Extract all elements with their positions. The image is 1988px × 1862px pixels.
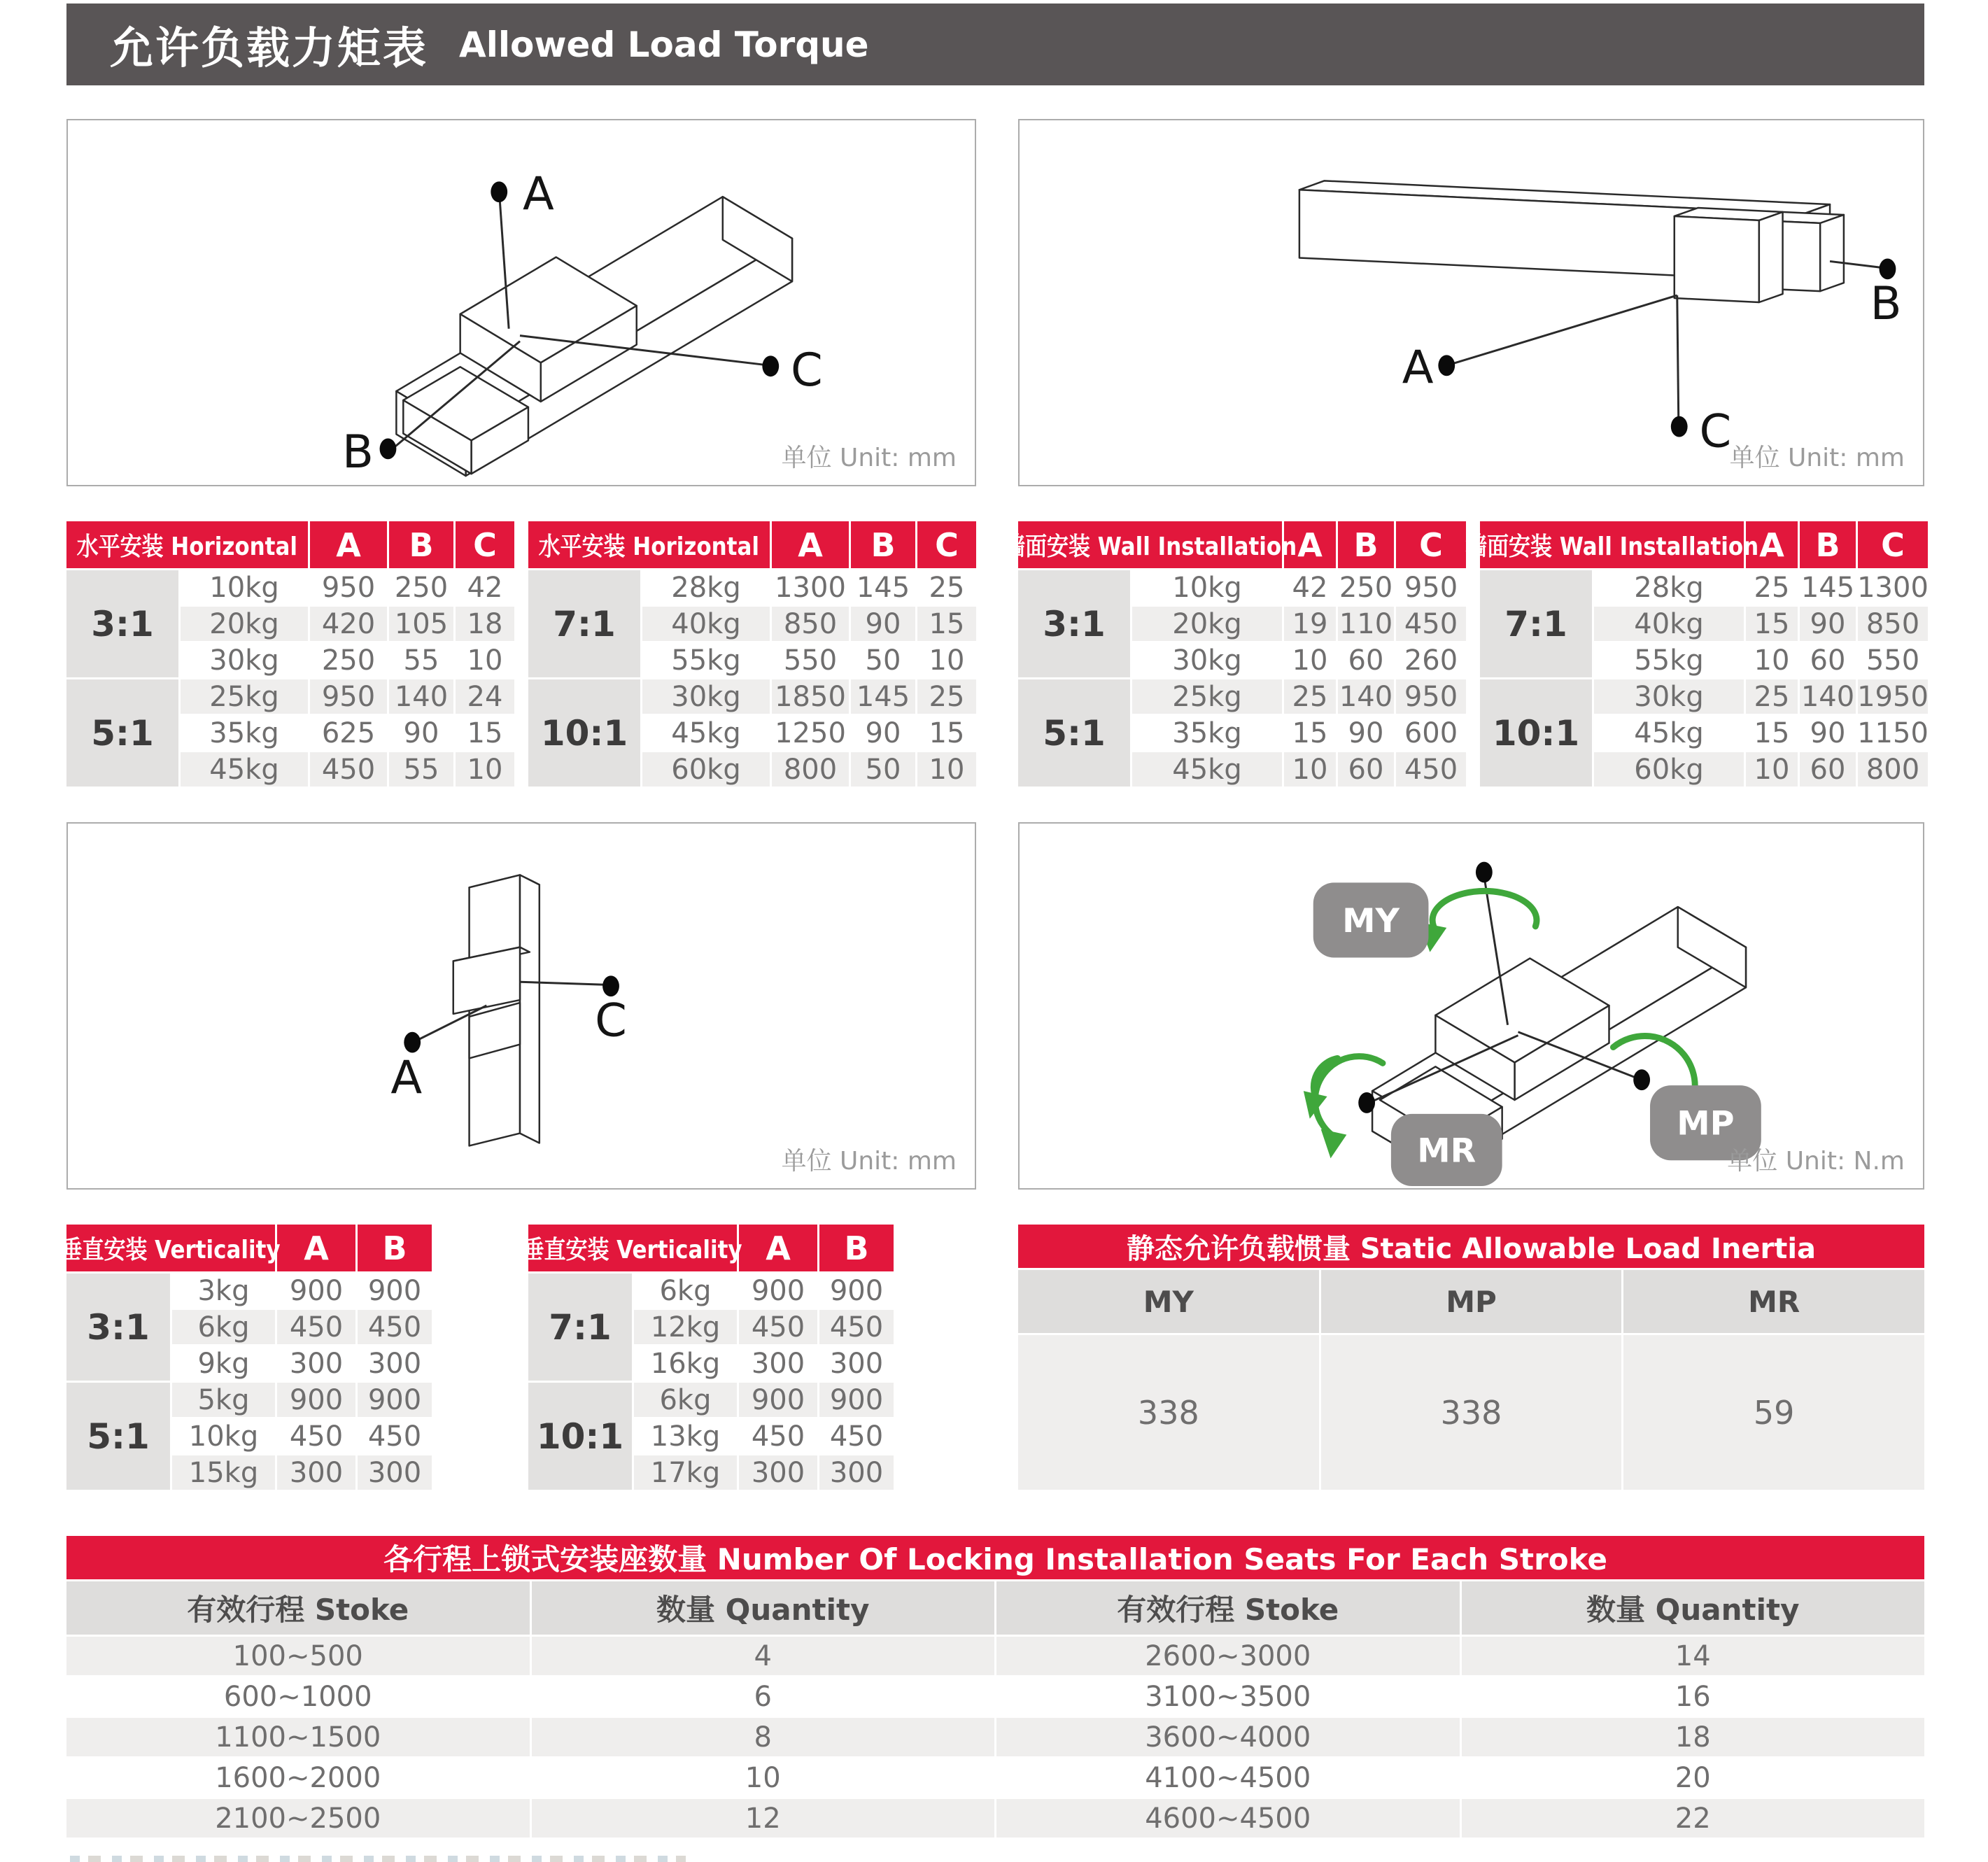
moment-axes-diagram — [1018, 822, 1924, 1190]
axis-b-dot — [380, 439, 397, 460]
wall-installation-diagram — [1018, 119, 1924, 486]
value-cell: 450 — [358, 1310, 432, 1344]
quantity-cell: 20 — [1462, 1758, 1925, 1797]
stroke-cell: 1100~1500 — [66, 1718, 530, 1756]
col-header-c: C — [456, 521, 514, 568]
value-cell-mr: 59 — [1623, 1335, 1924, 1490]
table-title: 水平安装 Horizontal — [66, 521, 308, 568]
table-title: 垂直安装 Verticality — [66, 1225, 275, 1271]
value-cell: 1300 — [1857, 571, 1929, 604]
value-cell: 250 — [1339, 571, 1393, 604]
unit-label: 单位 Unit: mm — [1729, 444, 1905, 472]
value-cell: 900 — [739, 1383, 817, 1417]
value-cell: 25 — [1284, 679, 1336, 714]
value-cell: 60 — [1338, 643, 1394, 677]
page-title-banner — [66, 3, 1924, 85]
weight-cell: 17kg — [634, 1455, 737, 1490]
value-cell: 18 — [456, 607, 514, 641]
value-cell: 1950 — [1857, 680, 1929, 713]
weight-cell: 45kg — [1132, 752, 1282, 787]
value-cell: 15 — [1284, 716, 1336, 750]
axis-a-label: A — [390, 1051, 423, 1105]
weight-cell: 30kg — [642, 679, 770, 714]
weight-cell: 60kg — [1594, 752, 1744, 787]
col-header-b: B — [1800, 521, 1856, 568]
mr-badge-label: MR — [1417, 1131, 1476, 1171]
value-cell: 60 — [1338, 752, 1394, 787]
value-cell: 450 — [819, 1310, 894, 1344]
ratio-cell: 7:1 — [1480, 570, 1592, 677]
weight-cell: 6kg — [172, 1310, 275, 1344]
value-cell: 55 — [389, 643, 453, 677]
unit-label: 单位 Unit: mm — [781, 444, 957, 472]
col-header-b: B — [1338, 521, 1394, 568]
value-cell-mp: 338 — [1321, 1335, 1622, 1490]
table-verticality-7-1-10-1 — [522, 1225, 894, 1490]
quantity-cell: 14 — [1462, 1637, 1925, 1675]
weight-cell: 12kg — [634, 1310, 737, 1344]
value-cell: 90 — [1800, 716, 1856, 750]
value-cell: 900 — [739, 1274, 817, 1308]
axis-a-dot — [1438, 355, 1455, 376]
weight-cell: 10kg — [181, 570, 308, 605]
col-header-a: A — [1284, 521, 1336, 568]
weight-cell: 20kg — [181, 607, 308, 641]
quantity-cell: 6 — [532, 1677, 995, 1716]
weight-cell: 30kg — [1132, 643, 1282, 677]
cut-off-text-fragment — [70, 1856, 686, 1862]
value-cell: 300 — [358, 1455, 432, 1490]
stroke-cell: 2600~3000 — [996, 1637, 1460, 1675]
value-cell: 260 — [1396, 643, 1466, 677]
weight-cell: 55kg — [642, 643, 770, 677]
value-cell: 10 — [1284, 643, 1336, 677]
value-cell: 145 — [851, 679, 915, 714]
value-cell: 300 — [819, 1346, 894, 1381]
quantity-cell: 8 — [532, 1718, 995, 1756]
value-cell: 300 — [739, 1455, 817, 1490]
axis-c-label: C — [595, 994, 627, 1048]
col-header-a: A — [772, 521, 849, 568]
weight-cell: 40kg — [1594, 607, 1744, 641]
value-cell: 300 — [739, 1346, 817, 1381]
stroke-cell: 3600~4000 — [996, 1718, 1460, 1756]
col-header-my: MY — [1018, 1270, 1319, 1333]
weight-cell: 40kg — [642, 607, 770, 641]
value-cell: 60 — [1800, 752, 1856, 787]
value-cell: 24 — [456, 679, 514, 714]
table-title: 墙面安装 Wall Installation — [1018, 521, 1282, 568]
col-header-c: C — [1858, 521, 1928, 568]
weight-cell: 13kg — [634, 1419, 737, 1453]
moment-axes-drawing — [1020, 824, 1923, 1188]
weight-cell: 45kg — [181, 752, 308, 787]
value-cell: 450 — [277, 1310, 355, 1344]
weight-cell: 55kg — [1594, 643, 1744, 677]
value-cell: 250 — [389, 570, 453, 605]
value-cell: 50 — [851, 752, 915, 787]
value-cell: 900 — [819, 1383, 894, 1417]
weight-cell: 45kg — [642, 716, 770, 750]
value-cell: 300 — [277, 1455, 355, 1490]
value-cell: 900 — [277, 1383, 355, 1417]
stroke-cell: 1600~2000 — [66, 1758, 530, 1797]
quantity-cell: 18 — [1462, 1718, 1925, 1756]
value-cell: 625 — [310, 716, 387, 750]
value-cell: 450 — [277, 1419, 355, 1453]
value-cell: 450 — [310, 752, 387, 787]
ratio-cell: 3:1 — [66, 1274, 170, 1381]
mr-axis-dot — [1358, 1092, 1375, 1113]
axis-c-label: C — [1699, 404, 1732, 458]
col-header-quantity: 数量 Quantity — [1462, 1581, 1925, 1635]
weight-cell: 28kg — [642, 570, 770, 605]
ratio-cell: 7:1 — [528, 570, 640, 677]
value-cell: 10 — [1284, 752, 1336, 787]
weight-cell: 3kg — [172, 1274, 275, 1308]
weight-cell: 35kg — [1132, 716, 1282, 750]
page-title-en: Allowed Load Torque — [459, 24, 869, 65]
weight-cell: 10kg — [1132, 570, 1282, 605]
axis-c-label: C — [791, 344, 823, 397]
value-cell: 42 — [456, 570, 514, 605]
value-cell: 450 — [819, 1419, 894, 1453]
weight-cell: 5kg — [172, 1383, 275, 1417]
ratio-cell: 3:1 — [1018, 570, 1130, 677]
table-locking-seats — [66, 1536, 1924, 1838]
value-cell: 60 — [1800, 643, 1856, 677]
axis-c-dot — [1671, 416, 1688, 437]
axis-c-dot — [602, 975, 619, 996]
weight-cell: 9kg — [172, 1346, 275, 1381]
mp-axis-dot — [1633, 1069, 1650, 1090]
value-cell: 850 — [1858, 607, 1928, 641]
weight-cell: 45kg — [1594, 716, 1744, 750]
value-cell: 90 — [851, 607, 915, 641]
ratio-cell: 10:1 — [1480, 679, 1592, 787]
table-verticality-3-1-5-1 — [60, 1225, 432, 1490]
weight-cell: 15kg — [172, 1455, 275, 1490]
weight-cell: 25kg — [1132, 679, 1282, 714]
weight-cell: 20kg — [1132, 607, 1282, 641]
ratio-cell: 10:1 — [528, 679, 640, 787]
value-cell: 15 — [917, 607, 976, 641]
stroke-cell: 3100~3500 — [996, 1677, 1460, 1716]
quantity-cell: 12 — [532, 1799, 995, 1838]
quantity-cell: 22 — [1462, 1799, 1925, 1838]
value-cell: 850 — [772, 607, 849, 641]
ratio-cell: 5:1 — [66, 1383, 170, 1490]
value-cell: 19 — [1284, 607, 1336, 641]
value-cell: 300 — [277, 1346, 355, 1381]
table-title: 各行程上锁式安装座数量 Number Of Locking Installation Seats For Each Stroke — [66, 1536, 1924, 1579]
value-cell: 300 — [819, 1455, 894, 1490]
value-cell: 300 — [358, 1346, 432, 1381]
weight-cell: 60kg — [642, 752, 770, 787]
ratio-cell: 3:1 — [66, 570, 178, 677]
quantity-cell: 10 — [532, 1758, 995, 1797]
my-axis-dot — [1476, 862, 1493, 883]
value-cell: 90 — [389, 716, 453, 750]
ratio-cell: 5:1 — [1018, 679, 1130, 787]
weight-cell: 6kg — [634, 1383, 737, 1417]
table-title: 水平安装 Horizontal — [528, 521, 770, 568]
my-rotation-arrow — [1432, 891, 1537, 931]
axis-a-label: A — [1402, 341, 1434, 395]
table-title: 墙面安装 Wall Installation — [1480, 521, 1744, 568]
table-horizontal-7-1-10-1 — [528, 521, 976, 787]
value-cell: 105 — [389, 607, 453, 641]
value-cell: 600 — [1396, 716, 1466, 750]
value-cell: 450 — [1396, 752, 1466, 787]
col-header-stroke: 有效行程 Stoke — [996, 1581, 1460, 1635]
stroke-cell: 4100~4500 — [996, 1758, 1460, 1797]
horizontal-mounting-diagram — [66, 119, 976, 486]
col-header-c: C — [1396, 521, 1466, 568]
axis-b-dot — [1880, 258, 1896, 279]
col-header-b: B — [389, 521, 453, 568]
table-static-load-inertia — [1018, 1225, 1924, 1490]
col-header-b: B — [851, 521, 915, 568]
value-cell: 10 — [1746, 752, 1798, 787]
col-header-quantity: 数量 Quantity — [532, 1581, 995, 1635]
weight-cell: 28kg — [1594, 570, 1744, 605]
ratio-cell: 7:1 — [528, 1274, 632, 1381]
value-cell: 420 — [310, 607, 387, 641]
axis-a-dot — [491, 181, 507, 202]
stroke-cell: 2100~2500 — [66, 1799, 530, 1838]
axis-a-label: A — [522, 167, 554, 221]
unit-label: 单位 Unit: mm — [781, 1147, 957, 1176]
stroke-cell: 4600~4500 — [996, 1799, 1460, 1838]
value-cell: 450 — [1396, 607, 1466, 641]
value-cell: 55 — [389, 752, 453, 787]
weight-cell: 6kg — [634, 1274, 737, 1308]
quantity-cell: 16 — [1462, 1677, 1925, 1716]
col-header-a: A — [310, 521, 387, 568]
col-header-stroke: 有效行程 Stoke — [66, 1581, 530, 1635]
weight-cell: 16kg — [634, 1346, 737, 1381]
value-cell: 950 — [310, 679, 387, 714]
col-header-a: A — [277, 1225, 355, 1271]
page-title-cn: 允许负载力矩表 — [110, 22, 429, 73]
value-cell: 1150 — [1857, 717, 1929, 749]
wall-installation-drawing — [1020, 120, 1923, 485]
value-cell: 110 — [1339, 607, 1393, 640]
axis-b-label: B — [341, 425, 374, 479]
weight-cell: 30kg — [181, 643, 308, 677]
horizontal-mounting-drawing — [68, 120, 975, 485]
table-wall-7-1-10-1 — [1465, 521, 1929, 787]
value-cell: 42 — [1284, 570, 1336, 605]
value-cell: 140 — [1339, 680, 1393, 713]
col-header-a: A — [1746, 521, 1798, 568]
value-cell: 1850 — [772, 679, 849, 714]
value-cell: 800 — [772, 752, 849, 787]
table-wall-3-1-5-1 — [1003, 521, 1466, 787]
ratio-cell: 10:1 — [528, 1383, 632, 1490]
col-header-b: B — [819, 1225, 894, 1271]
value-cell: 15 — [1746, 716, 1798, 750]
value-cell: 145 — [851, 570, 915, 605]
value-cell: 950 — [310, 570, 387, 605]
value-cell: 90 — [851, 716, 915, 750]
weight-cell: 25kg — [181, 679, 308, 714]
value-cell: 900 — [277, 1274, 355, 1308]
value-cell-my: 338 — [1018, 1335, 1319, 1490]
value-cell: 800 — [1858, 752, 1928, 787]
value-cell: 450 — [739, 1310, 817, 1344]
col-header-a: A — [739, 1225, 817, 1271]
value-cell: 25 — [1746, 679, 1798, 714]
my-badge-label: MY — [1342, 901, 1400, 940]
col-header-mr: MR — [1623, 1270, 1924, 1333]
value-cell: 140 — [1800, 680, 1855, 713]
weight-cell: 10kg — [172, 1419, 275, 1453]
value-cell: 10 — [1746, 643, 1798, 677]
value-cell: 140 — [389, 679, 453, 714]
vertical-mounting-drawing — [68, 824, 975, 1188]
value-cell: 50 — [851, 643, 915, 677]
value-cell: 90 — [1338, 716, 1394, 750]
value-cell: 15 — [917, 716, 976, 750]
value-cell: 90 — [1800, 607, 1856, 641]
value-cell: 25 — [917, 570, 976, 605]
value-cell: 900 — [358, 1383, 432, 1417]
table-title: 静态允许负载惯量 Static Allowable Load Inertia — [1018, 1225, 1924, 1268]
value-cell: 950 — [1396, 679, 1466, 714]
unit-label: 单位 Unit: N.m — [1727, 1147, 1905, 1176]
vertical-mounting-diagram — [66, 822, 976, 1190]
col-header-c: C — [917, 521, 976, 568]
table-title: 垂直安装 Verticality — [528, 1225, 737, 1271]
axis-b-label: B — [1870, 276, 1902, 330]
value-cell: 450 — [739, 1419, 817, 1453]
mp-badge-label: MP — [1677, 1104, 1735, 1143]
value-cell: 10 — [456, 752, 514, 787]
stroke-cell: 600~1000 — [66, 1677, 530, 1716]
weight-cell: 30kg — [1594, 679, 1744, 714]
value-cell: 15 — [456, 716, 514, 750]
table-horizontal-3-1-5-1 — [66, 521, 514, 787]
stroke-cell: 100~500 — [66, 1637, 530, 1675]
value-cell: 250 — [310, 643, 387, 677]
quantity-cell: 4 — [532, 1637, 995, 1675]
axis-c-dot — [762, 355, 779, 376]
value-cell: 450 — [358, 1419, 432, 1453]
value-cell: 900 — [819, 1274, 894, 1308]
col-header-mp: MP — [1321, 1270, 1622, 1333]
value-cell: 550 — [1858, 643, 1928, 677]
value-cell: 25 — [917, 679, 976, 714]
ratio-cell: 5:1 — [66, 679, 178, 787]
value-cell: 10 — [917, 752, 976, 787]
col-header-b: B — [358, 1225, 432, 1271]
value-cell: 145 — [1800, 571, 1855, 604]
value-cell: 1250 — [772, 716, 849, 750]
value-cell: 950 — [1396, 570, 1466, 605]
value-cell: 25 — [1746, 570, 1798, 605]
value-cell: 1300 — [772, 570, 849, 605]
value-cell: 15 — [1746, 607, 1798, 641]
value-cell: 550 — [772, 643, 849, 677]
value-cell: 10 — [456, 643, 514, 677]
value-cell: 10 — [917, 643, 976, 677]
value-cell: 900 — [358, 1274, 432, 1308]
axis-a-dot — [404, 1032, 421, 1053]
weight-cell: 35kg — [181, 716, 308, 750]
